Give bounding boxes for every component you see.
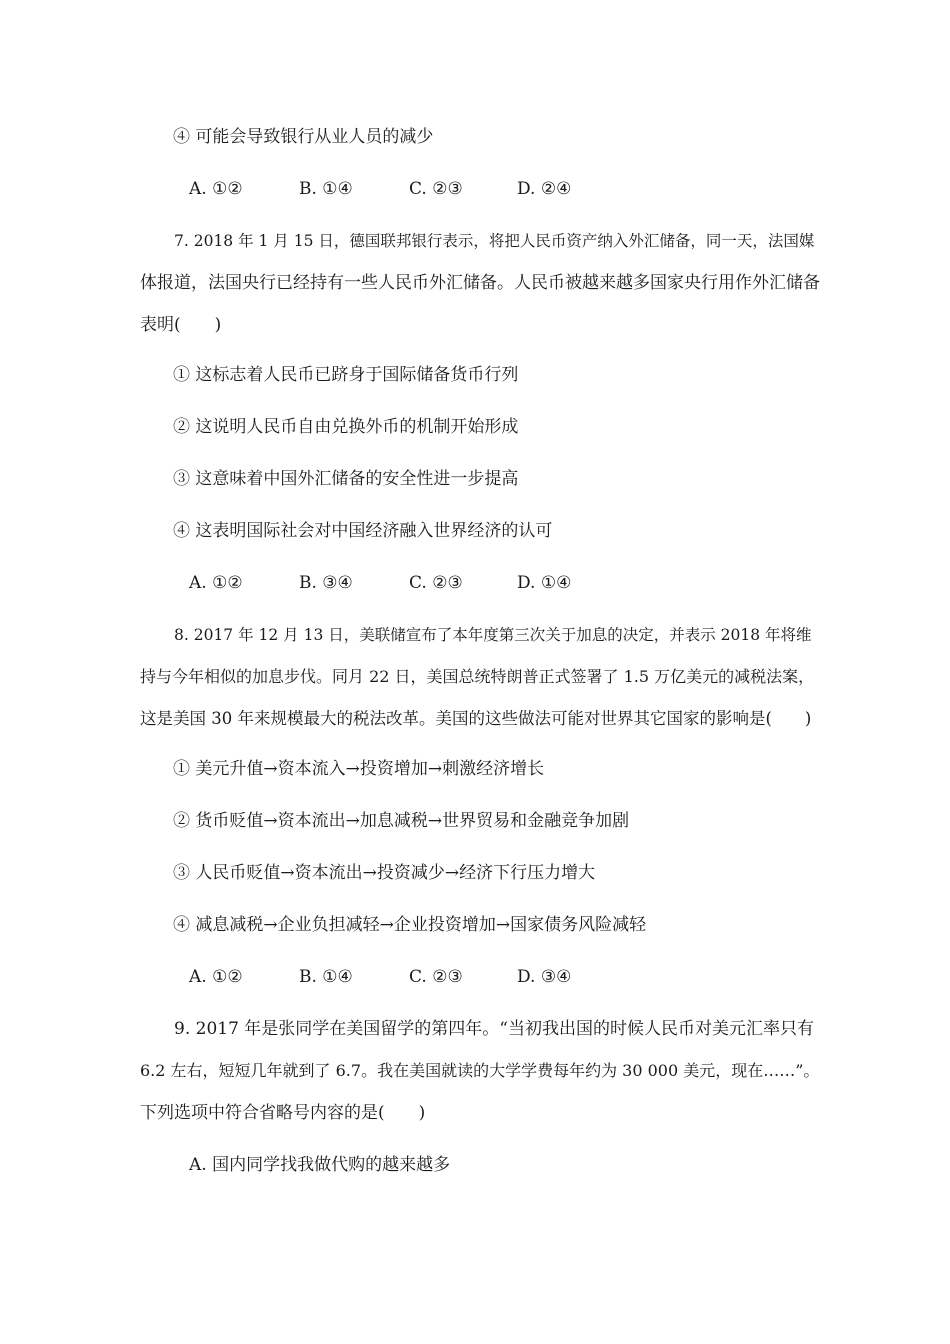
q7-stem-line-2: 体报道，法国央行已经持有一些人民币外汇储备。人民币被越来越多国家央行用作外汇储备 [140, 273, 820, 293]
q9-option-a: A. 国内同学找我做代购的越来越多 [189, 1155, 451, 1175]
q6-option-b: B. ①④ [299, 179, 353, 199]
q7-options [189, 571, 571, 595]
q8-option-c: C. ②③ [409, 967, 463, 987]
q8-item-3: ③ 人民币贬值→资本流出→投资减少→经济下行压力增大 [173, 863, 596, 883]
q9-stem-line-1: 9. 2017 年是张同学在美国留学的第四年。“当初我出国的时候人民币对美元汇率只有 [174, 1019, 814, 1039]
q9-stem-line-2: 6.2 左右，短短几年就到了 6.7。我在美国就读的大学学费每年约为 30 000 美元，现在……”。 [140, 1061, 820, 1080]
q7-stem-line-1: 7. 2018 年 1 月 15 日，德国联邦银行表示，将把人民币资产纳入外汇储备，同一天，法国媒 [174, 232, 815, 250]
q9-stem-line-3: 下列选项中符合省略号内容的是( ) [140, 1103, 426, 1123]
q7-option-a: A. ①② [189, 573, 243, 593]
q8-option-d: D. ③④ [517, 967, 572, 987]
q8-option-a: A. ①② [189, 967, 243, 987]
q6-option-a: A. ①② [189, 179, 243, 199]
q8-item-4: ④ 减息减税→企业负担减轻→企业投资增加→国家债务风险减轻 [173, 915, 647, 935]
q6-options [189, 177, 571, 201]
q6-item-4: ④ 可能会导致银行从业人员的减少 [173, 127, 434, 147]
q6-option-d: D. ②④ [517, 179, 572, 199]
q7-stem-line-3: 表明( ) [140, 315, 222, 335]
q7-item-4: ④ 这表明国际社会对中国经济融入世界经济的认可 [173, 521, 553, 541]
q7-item-3: ③ 这意味着中国外汇储备的安全性进一步提高 [173, 469, 519, 489]
q8-stem-line-2: 持与今年相似的加息步伐。同月 22 日，美国总统特朗普正式签署了 1.5 万亿美元的减税法案， [140, 667, 815, 686]
q7-option-b: B. ③④ [299, 573, 353, 593]
q7-option-d: D. ①④ [517, 573, 572, 593]
q8-option-b: B. ①④ [299, 967, 353, 987]
q7-item-1: ① 这标志着人民币已跻身于国际储备货币行列 [173, 365, 519, 385]
q8-item-1: ① 美元升值→资本流入→投资增加→刺激经济增长 [173, 759, 545, 779]
q6-option-c: C. ②③ [409, 179, 463, 199]
q8-options [189, 965, 571, 989]
q7-option-c: C. ②③ [409, 573, 463, 593]
q8-stem-line-1: 8. 2017 年 12 月 13 日，美联储宣布了本年度第三次关于加息的决定，并表示 2018 年将维 [174, 626, 812, 644]
q7-item-2: ② 这说明人民币自由兑换外币的机制开始形成 [173, 417, 519, 437]
q8-stem-line-3: 这是美国 30 年来规模最大的税法改革。美国的这些做法可能对世界其它国家的影响是( ) [140, 709, 812, 728]
q8-item-2: ② 货币贬值→资本流出→加息减税→世界贸易和金融竞争加剧 [173, 811, 630, 831]
